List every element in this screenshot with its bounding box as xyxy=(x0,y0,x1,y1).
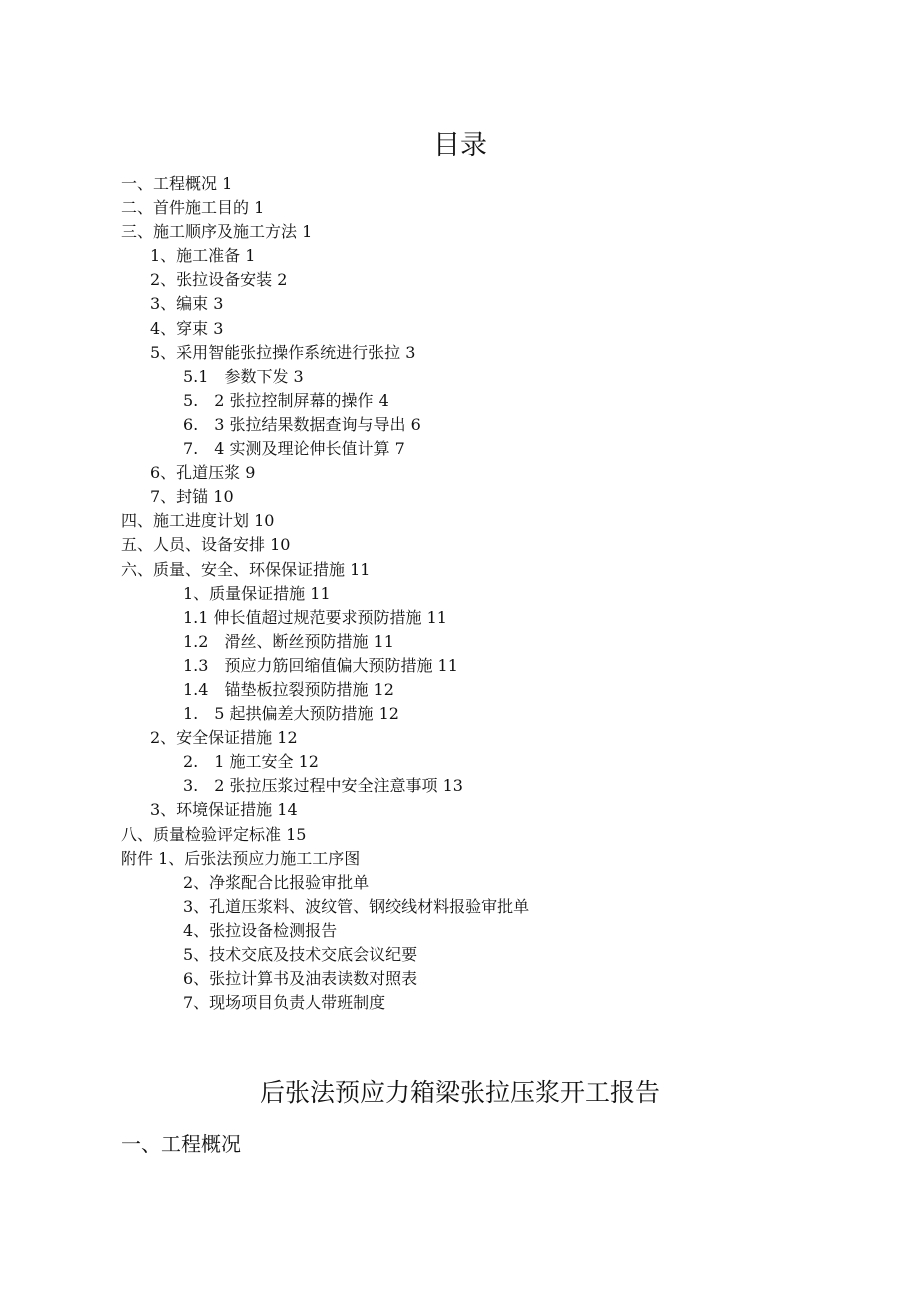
toc-entry[interactable]: 4、张拉设备检测报告 xyxy=(183,920,338,940)
toc-entry[interactable]: 2、净浆配合比报验审批单 xyxy=(183,872,370,892)
toc-entry[interactable]: 5、采用智能张拉操作系统进行张拉 3 xyxy=(150,342,416,362)
toc-entry[interactable]: 1、施工准备 1 xyxy=(150,246,256,266)
toc-entry[interactable]: 1. 5 起拱偏差大预防措施 12 xyxy=(183,704,399,724)
section-heading: 一、工程概况 xyxy=(121,1132,241,1156)
toc-title: 目录 xyxy=(433,130,487,161)
toc-entry[interactable]: 7. 4 实测及理论伸长值计算 7 xyxy=(183,439,405,459)
toc-entry[interactable]: 6. 3 张拉结果数据查询与导出 6 xyxy=(183,414,421,434)
toc-entry[interactable]: 2. 1 施工安全 12 xyxy=(183,752,319,772)
table-of-contents xyxy=(0,172,920,1015)
toc-entry[interactable]: 7、封锚 10 xyxy=(150,487,234,507)
report-title: 后张法预应力箱梁张拉压浆开工报告 xyxy=(259,1078,660,1107)
toc-entry[interactable]: 1.4 锚垫板拉裂预防措施 12 xyxy=(183,679,394,699)
toc-entry[interactable]: 4、穿束 3 xyxy=(150,318,224,338)
toc-entry[interactable]: 2、安全保证措施 12 xyxy=(150,728,298,748)
toc-entry[interactable]: 5.1 参数下发 3 xyxy=(183,366,304,386)
toc-entry[interactable]: 5、技术交底及技术交底会议纪要 xyxy=(183,945,418,964)
toc-entry[interactable]: 1.3 预应力筋回缩值偏大预防措施 11 xyxy=(183,655,458,675)
toc-entry[interactable]: 六、质量、安全、环保保证措施 11 xyxy=(121,559,371,579)
toc-entry[interactable]: 四、施工进度计划 10 xyxy=(121,511,275,531)
toc-entry[interactable]: 3、编束 3 xyxy=(150,294,224,314)
toc-entry[interactable]: 1.2 滑丝、断丝预防措施 11 xyxy=(183,631,394,651)
toc-entry[interactable]: 一、工程概况 1 xyxy=(121,174,233,193)
toc-entry[interactable]: 5. 2 张拉控制屏幕的操作 4 xyxy=(183,390,389,410)
toc-entry[interactable]: 1.1 伸长值超过规范要求预防措施 11 xyxy=(183,607,447,627)
toc-entry[interactable]: 八、质量检验评定标准 15 xyxy=(121,824,307,844)
toc-entry[interactable]: 1、质量保证措施 11 xyxy=(183,583,331,603)
toc-entry[interactable]: 6、孔道压浆 9 xyxy=(150,463,256,483)
toc-entry[interactable]: 附件 1、后张法预应力施工工序图 xyxy=(121,848,361,868)
toc-entry[interactable]: 三、施工顺序及施工方法 1 xyxy=(121,222,313,242)
toc-entry[interactable]: 3、环境保证措施 14 xyxy=(150,800,298,820)
toc-entry[interactable]: 6、张拉计算书及油表读数对照表 xyxy=(183,969,418,989)
toc-entry[interactable]: 2、张拉设备安装 2 xyxy=(150,270,288,290)
toc-entry[interactable]: 3. 2 张拉压浆过程中安全注意事项 13 xyxy=(183,776,463,796)
toc-entry[interactable]: 二、首件施工目的 1 xyxy=(121,198,265,218)
toc-entry[interactable]: 五、人员、设备安排 10 xyxy=(121,535,291,555)
toc-entry[interactable]: 7、现场项目负责人带班制度 xyxy=(183,993,386,1013)
toc-entry[interactable]: 3、孔道压浆料、波纹管、钢绞线材料报验审批单 xyxy=(183,896,530,916)
